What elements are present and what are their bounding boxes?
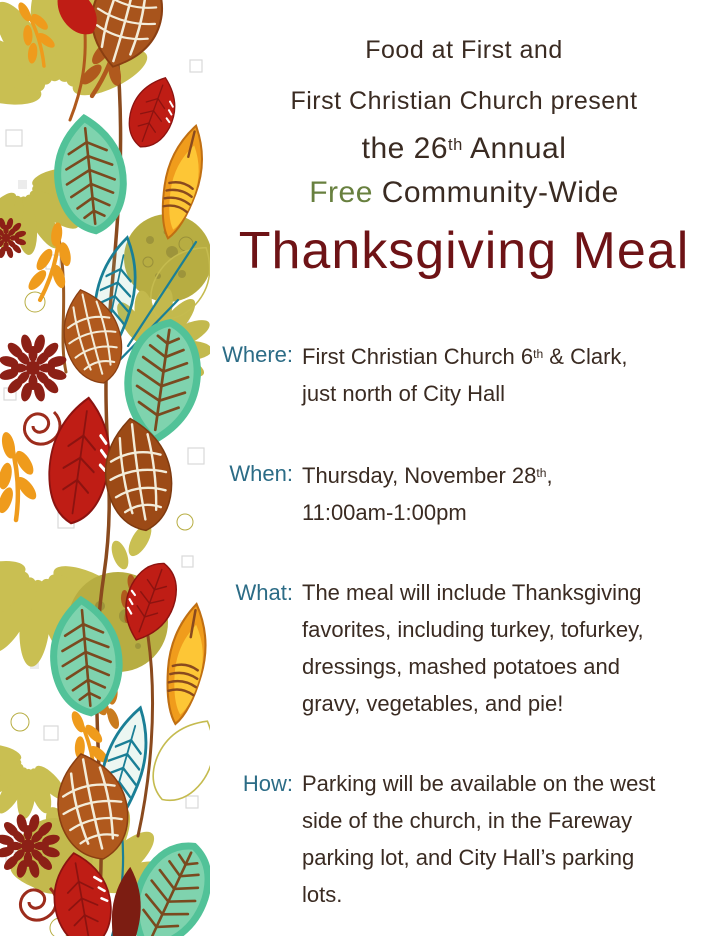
how-label: How: <box>242 771 293 797</box>
text-line: just north of City Hall <box>302 381 505 407</box>
text-line: gravy, vegetables, and pie! <box>302 691 564 717</box>
what-label: What: <box>235 580 293 606</box>
info-section-where <box>205 336 717 412</box>
info-sections <box>205 336 717 936</box>
flyer-header <box>205 0 723 280</box>
where-text <box>302 336 628 412</box>
text-line: lots. <box>302 882 343 908</box>
community-wide-text: Community-Wide <box>372 176 619 209</box>
text-line: The meal will include Thanksgiving <box>302 580 642 606</box>
text-line: Parking will be available on the west <box>302 771 656 797</box>
free-word: Free <box>309 176 373 209</box>
flyer-title: Thanksgiving Meal <box>238 222 690 280</box>
what-text <box>302 574 644 722</box>
text-line: 11:00am-1:00pm <box>302 500 467 526</box>
how-text <box>302 765 655 913</box>
text-line: Thursday, November 28th, <box>302 463 553 489</box>
when-text <box>302 455 553 531</box>
ordinal-superscript: th <box>448 135 463 154</box>
info-section-how <box>205 765 717 913</box>
text-line: side of the church, in the Fareway <box>302 808 633 834</box>
text-line: dressings, mashed potatoes and <box>302 654 620 680</box>
text-line: favorites, including turkey, tofurkey, <box>302 617 644 643</box>
text-line: parking lot, and City Hall’s parking <box>302 845 635 871</box>
flyer-content <box>205 0 723 936</box>
when-label: When: <box>229 461 293 487</box>
annual-line: the 26th Annual <box>361 132 567 165</box>
free-community-line <box>205 176 723 210</box>
info-section-when <box>205 455 717 531</box>
text-line: First Christian Church 6th & Clark, <box>302 344 628 370</box>
presenter-line-2: First Christian Church present <box>290 87 638 115</box>
autumn-leaves-border <box>0 0 210 936</box>
presenter-line-1: Food at First and <box>365 36 563 64</box>
where-label: Where: <box>222 342 293 367</box>
info-section-what <box>205 574 717 722</box>
